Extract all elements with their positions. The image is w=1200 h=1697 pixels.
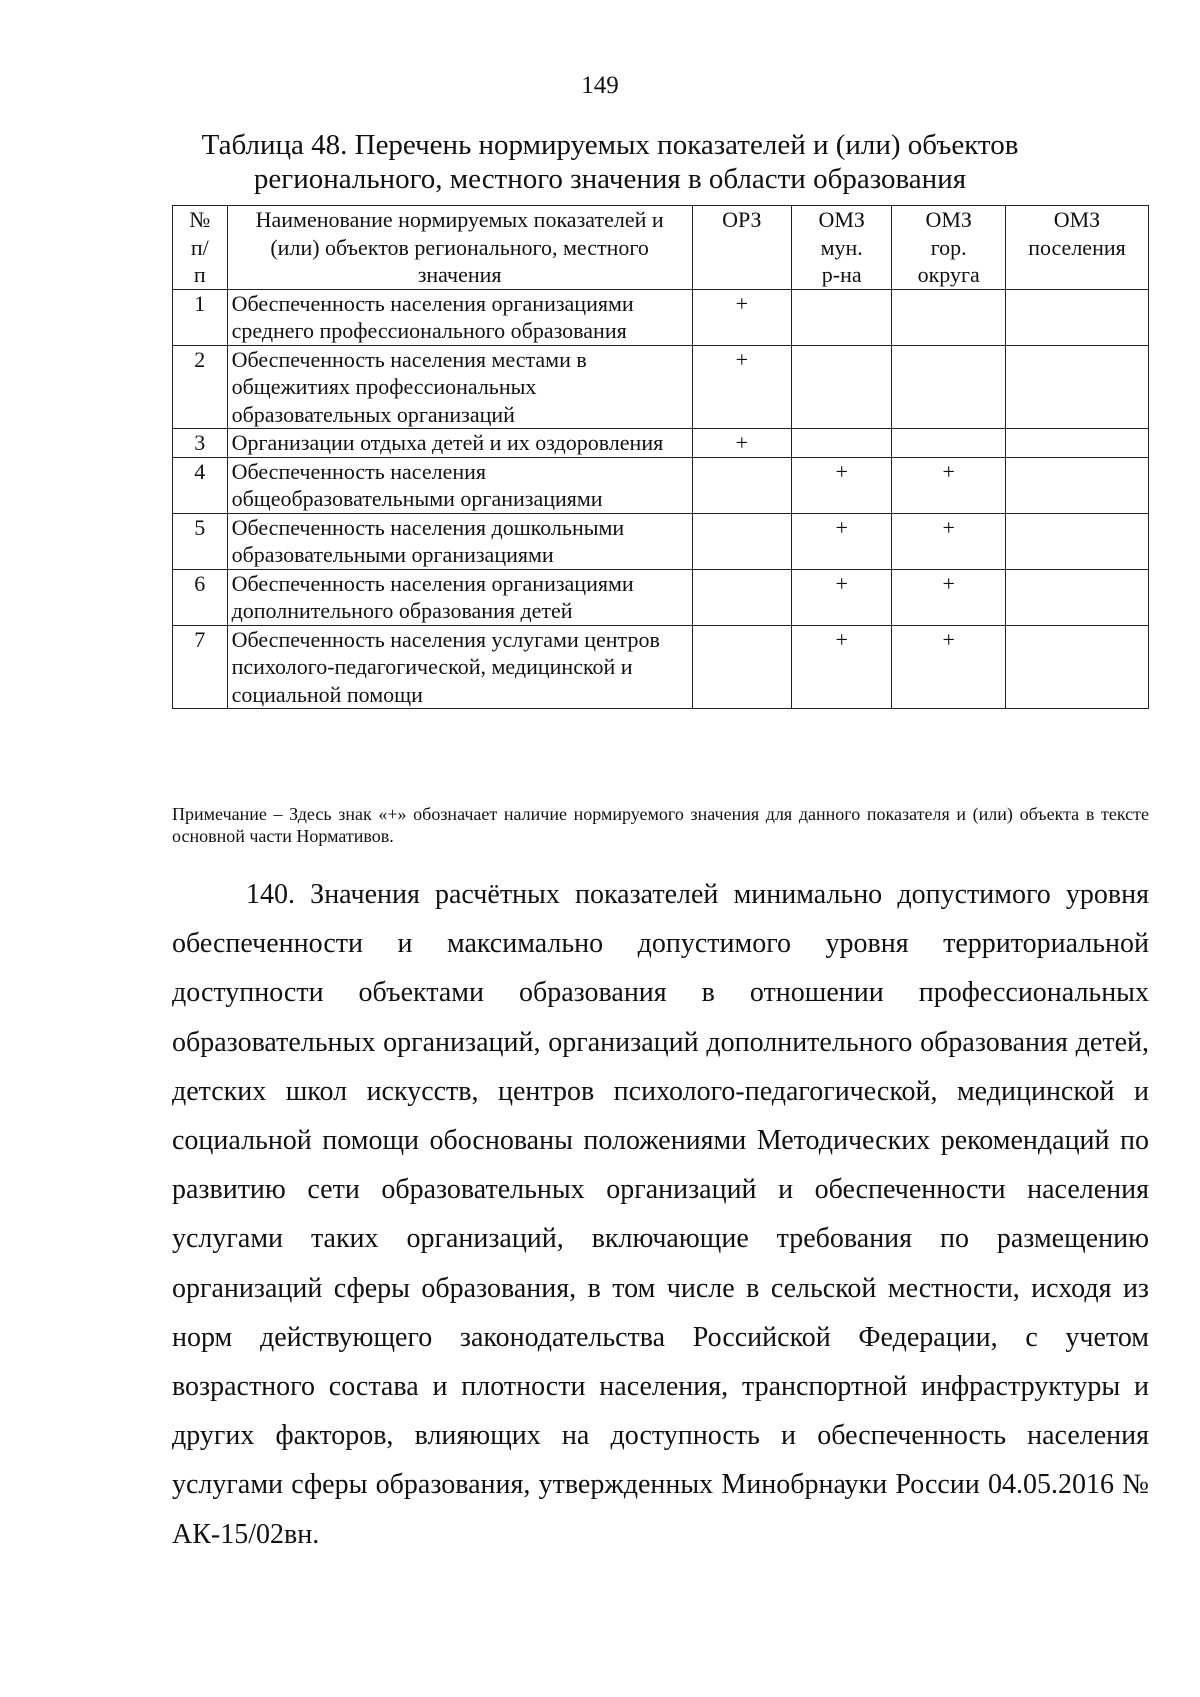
- table-body: [173, 289, 1149, 709]
- cell-indicator-name: Обеспеченность населения организациями дополнительного образования детей: [227, 569, 692, 625]
- table-title-line-1: Таблица 48. Перечень нормируемых показателей и (или) объектов: [201, 129, 1019, 161]
- cell-number: 1: [173, 289, 228, 345]
- table-row: [173, 513, 1149, 569]
- table-row: [173, 569, 1149, 625]
- cell-orz: [692, 625, 791, 709]
- cell-orz: +: [692, 429, 791, 458]
- cell-orz: [692, 569, 791, 625]
- cell-orz: [692, 513, 791, 569]
- header-omz-mun: ОМЗ мун. р-на: [791, 206, 891, 290]
- cell-omz-mun: +: [791, 569, 891, 625]
- cell-omz-mun: [791, 345, 891, 429]
- cell-indicator-name: Обеспеченность населения общеобразовательными организациями: [227, 457, 692, 513]
- cell-orz: +: [692, 345, 791, 429]
- table-title-line-2: регионального, местного значения в области образования: [253, 163, 967, 195]
- table-row: [173, 625, 1149, 709]
- cell-orz: [692, 457, 791, 513]
- page-number: 149: [581, 72, 619, 99]
- cell-omz-mun: +: [791, 625, 891, 709]
- cell-indicator-name: Обеспеченность населения услугами центров психолого-педагогической, медицинской и социальной помощи: [227, 625, 692, 709]
- cell-omz-mun: +: [791, 513, 891, 569]
- cell-number: 7: [173, 625, 228, 709]
- header-number: № п/п: [173, 206, 228, 290]
- cell-orz: +: [692, 289, 791, 345]
- table-row: [173, 345, 1149, 429]
- cell-omz-pos: [1005, 457, 1148, 513]
- cell-number: 3: [173, 429, 228, 458]
- cell-indicator-name: Обеспеченность населения дошкольными образовательными организациями: [227, 513, 692, 569]
- cell-omz-gor: [892, 289, 1006, 345]
- header-orz: ОРЗ: [692, 206, 791, 290]
- cell-omz-gor: [892, 429, 1006, 458]
- cell-omz-gor: +: [892, 625, 1006, 709]
- header-omz-gor: ОМЗ гор. округа: [892, 206, 1006, 290]
- table-row: [173, 289, 1149, 345]
- table-title: [150, 128, 1070, 196]
- cell-omz-pos: [1005, 429, 1148, 458]
- cell-omz-gor: +: [892, 457, 1006, 513]
- cell-number: 5: [173, 513, 228, 569]
- header-name: Наименование нормируемых показателей и (или) объектов регионального, местного значения: [227, 206, 692, 290]
- header-omz-pos: ОМЗ поселения: [1005, 206, 1148, 290]
- cell-omz-pos: [1005, 345, 1148, 429]
- cell-indicator-name: Обеспеченность населения местами в общежитиях профессиональных образовательных организаций: [227, 345, 692, 429]
- cell-number: 6: [173, 569, 228, 625]
- cell-omz-gor: +: [892, 569, 1006, 625]
- cell-omz-pos: [1005, 569, 1148, 625]
- cell-omz-mun: +: [791, 457, 891, 513]
- cell-omz-pos: [1005, 513, 1148, 569]
- cell-indicator-name: Обеспеченность населения организациями среднего профессионального образования: [227, 289, 692, 345]
- cell-omz-mun: [791, 429, 891, 458]
- table-note: Примечание – Здесь знак «+» обозначает наличие нормируемого значения для данного показателя и (или) объекта в тексте основной части Нормативов.: [172, 804, 1149, 846]
- cell-number: 2: [173, 345, 228, 429]
- norms-table: [172, 205, 1149, 709]
- cell-omz-mun: [791, 289, 891, 345]
- table-row: [173, 457, 1149, 513]
- table-header-row: [173, 206, 1149, 290]
- cell-omz-gor: [892, 345, 1006, 429]
- cell-indicator-name: Организации отдыха детей и их оздоровления: [227, 429, 692, 458]
- paragraph-140: 140. Значения расчётных показателей минимально допустимого уровня обеспеченности и максимально допустимого уровня территориальной доступности объектами образования в отношении профессиональных образовательных организаций, организаций дополнительного образования детей, детских школ искусств, центров психолого-педагогической, медицинской и социальной помощи обоснованы положениями Методических рекомендаций по развитию сети образовательных организаций и обеспеченности населения услугами таких организаций, включающие требования по размещению организаций сферы образования, в том числе в сельской местности, исходя из норм действующего законодательства Российской Федерации, с учетом возрастного состава и плотности населения, транспортной инфраструктуры и других факторов, влияющих на доступность и обеспеченность населения услугами сферы образования, утвержденных Минобрнауки России 04.05.2016 № АК-15/02вн.: [172, 879, 1149, 1550]
- table-row: [173, 429, 1149, 458]
- cell-omz-pos: [1005, 289, 1148, 345]
- cell-omz-pos: [1005, 625, 1148, 709]
- cell-omz-gor: +: [892, 513, 1006, 569]
- cell-number: 4: [173, 457, 228, 513]
